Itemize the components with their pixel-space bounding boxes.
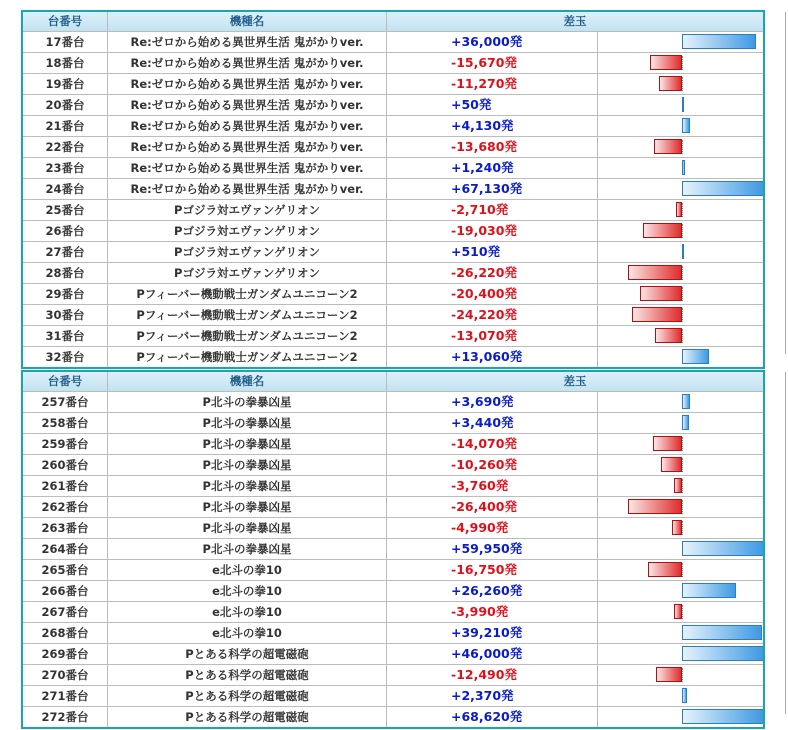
table-row	[23, 412, 763, 433]
diff-bar	[682, 646, 763, 661]
model-name: Re:ゼロから始める異世界生活 鬼がかりver.	[107, 158, 386, 178]
diff-amount: -4,990	[451, 520, 496, 535]
diff-value	[386, 263, 597, 283]
diff-unit: 発	[504, 307, 517, 322]
diff-unit: 発	[504, 139, 517, 154]
diff-amount: -12,490	[451, 667, 505, 682]
diff-value	[386, 581, 597, 601]
diff-unit: 発	[509, 34, 523, 49]
diff-unit: 発	[509, 646, 523, 661]
table-row	[23, 517, 763, 538]
stand-number: 266番台	[41, 584, 89, 598]
table-row	[23, 559, 763, 580]
header-stand: 台番号	[23, 372, 107, 391]
model-name: e北斗の拳10	[107, 581, 386, 601]
diff-bar	[643, 223, 682, 238]
diff-bar	[682, 181, 763, 196]
diff-table-2	[21, 370, 765, 729]
zero-axis	[682, 77, 683, 91]
diff-amount: +13,060	[451, 349, 510, 364]
model-name: Pとある科学の超電磁砲	[107, 665, 386, 685]
diff-unit: 発	[509, 349, 523, 364]
stand-number: 267番台	[41, 605, 89, 619]
diff-value	[386, 560, 597, 580]
table-row	[23, 136, 763, 157]
stand-number: 28番台	[45, 266, 85, 280]
diff-bar	[655, 328, 682, 343]
diff-unit: 発	[509, 625, 523, 640]
diff-bar	[682, 160, 685, 175]
diff-value	[386, 32, 597, 52]
diff-amount: -16,750	[451, 562, 505, 577]
stand-number: 19番台	[45, 77, 85, 91]
header-diff: 差玉	[386, 12, 763, 31]
model-name: Re:ゼロから始める異世界生活 鬼がかりver.	[107, 116, 386, 136]
table-row	[23, 73, 763, 94]
diff-bar	[659, 76, 682, 91]
diff-amount: +59,950	[451, 541, 510, 556]
stand-number: 20番台	[45, 98, 85, 112]
diff-value	[386, 305, 597, 325]
zero-axis	[682, 605, 683, 619]
diff-bar-cell	[597, 95, 763, 115]
diff-amount: +46,000	[451, 646, 510, 661]
stand-number: 260番台	[41, 458, 89, 472]
diff-value	[386, 665, 597, 685]
stand-number: 271番台	[41, 689, 89, 703]
diff-value	[386, 497, 597, 517]
diff-unit: 発	[504, 667, 517, 682]
diff-amount: +510	[451, 244, 488, 259]
diff-value	[386, 158, 597, 178]
diff-bar	[682, 34, 756, 49]
table-row	[23, 496, 763, 517]
table-row	[23, 706, 763, 727]
zero-axis	[682, 500, 683, 514]
model-name: Re:ゼロから始める異世界生活 鬼がかりver.	[107, 137, 386, 157]
diff-value	[386, 518, 597, 538]
header-diff: 差玉	[386, 372, 763, 391]
diff-bar-cell	[597, 392, 763, 412]
table-row	[23, 325, 763, 346]
diff-value	[386, 623, 597, 643]
diff-bar	[674, 478, 682, 493]
diff-bar	[682, 625, 762, 640]
table-row	[23, 94, 763, 115]
diff-bar-cell	[597, 623, 763, 643]
model-name: Pゴジラ対エヴァンゲリオン	[107, 200, 386, 220]
diff-amount: +68,620	[451, 709, 510, 724]
diff-bar	[682, 415, 689, 430]
diff-bar-cell	[597, 686, 763, 706]
diff-unit: 発	[509, 541, 523, 556]
diff-value	[386, 707, 597, 727]
model-name: Re:ゼロから始める異世界生活 鬼がかりver.	[107, 32, 386, 52]
diff-bar-cell	[597, 434, 763, 454]
diff-value	[386, 347, 597, 367]
zero-axis	[682, 479, 683, 493]
diff-unit: 発	[487, 244, 501, 259]
stand-number: 270番台	[41, 668, 89, 682]
diff-unit: 発	[504, 286, 517, 301]
model-name: Pとある科学の超電磁砲	[107, 707, 386, 727]
stand-number: 268番台	[41, 626, 89, 640]
diff-value	[386, 392, 597, 412]
diff-value	[386, 284, 597, 304]
diff-bar-cell	[597, 158, 763, 178]
diff-amount: -15,670	[451, 55, 505, 70]
table-row	[23, 157, 763, 178]
diff-unit: 発	[495, 202, 509, 217]
diff-bar	[674, 604, 682, 619]
diff-amount: -20,400	[451, 286, 505, 301]
diff-unit: 発	[509, 709, 523, 724]
stand-number: 27番台	[45, 245, 85, 259]
table-row	[23, 580, 763, 601]
model-name: Re:ゼロから始める異世界生活 鬼がかりver.	[107, 74, 386, 94]
diff-amount: +67,130	[451, 181, 510, 196]
stand-number: 30番台	[45, 308, 85, 322]
model-name: P北斗の拳暴凶星	[107, 434, 386, 454]
diff-amount: -13,680	[451, 139, 505, 154]
diff-bar-cell	[597, 263, 763, 283]
stand-number: 264番台	[41, 542, 89, 556]
table-row	[23, 664, 763, 685]
table-row	[23, 199, 763, 220]
table-row	[23, 643, 763, 664]
diff-bar	[672, 520, 682, 535]
stand-number: 21番台	[45, 119, 85, 133]
diff-bar	[654, 139, 682, 154]
diff-amount: -14,070	[451, 436, 505, 451]
zero-axis	[682, 437, 683, 451]
diff-bar-cell	[597, 539, 763, 559]
diff-bar	[628, 265, 682, 280]
diff-bar-cell	[597, 200, 763, 220]
model-name: Pゴジラ対エヴァンゲリオン	[107, 242, 386, 262]
diff-bar	[682, 709, 763, 724]
model-name: P北斗の拳暴凶星	[107, 518, 386, 538]
model-name: Pゴジラ対エヴァンゲリオン	[107, 221, 386, 241]
scroll-divider	[785, 12, 786, 354]
diff-value	[386, 221, 597, 241]
stand-number: 272番台	[41, 710, 89, 724]
model-name: Pゴジラ対エヴァンゲリオン	[107, 263, 386, 283]
diff-bar-cell	[597, 53, 763, 73]
stand-number: 263番台	[41, 521, 89, 535]
stand-number: 259番台	[41, 437, 89, 451]
diff-bar	[640, 286, 682, 301]
table-row	[23, 601, 763, 622]
diff-amount: +3,440	[451, 415, 502, 430]
stand-number: 22番台	[45, 140, 85, 154]
diff-amount: +3,690	[451, 394, 502, 409]
diff-bar	[653, 436, 682, 451]
table-row	[23, 454, 763, 475]
diff-bar-cell	[597, 602, 763, 622]
diff-value	[386, 413, 597, 433]
table-row	[23, 262, 763, 283]
diff-unit: 発	[504, 76, 517, 91]
header-stand: 台番号	[23, 12, 107, 31]
diff-bar-cell	[597, 644, 763, 664]
diff-amount: -10,260	[451, 457, 505, 472]
diff-bar	[682, 244, 684, 259]
diff-value	[386, 74, 597, 94]
table-row	[23, 391, 763, 412]
table-row	[23, 220, 763, 241]
diff-value	[386, 434, 597, 454]
model-name: P北斗の拳暴凶星	[107, 392, 386, 412]
diff-unit: 発	[501, 394, 514, 409]
stand-number: 265番台	[41, 563, 89, 577]
diff-bar	[682, 394, 690, 409]
model-name: Pフィーバー機動戦士ガンダムユニコーン2	[107, 305, 386, 325]
diff-unit: 発	[501, 415, 514, 430]
diff-bar	[682, 97, 684, 112]
diff-bar-cell	[597, 179, 763, 199]
diff-value	[386, 53, 597, 73]
model-name: e北斗の拳10	[107, 623, 386, 643]
model-name: Re:ゼロから始める異世界生活 鬼がかりver.	[107, 179, 386, 199]
diff-amount: -3,760	[451, 478, 496, 493]
diff-value	[386, 686, 597, 706]
diff-bar	[628, 499, 682, 514]
diff-amount: +39,210	[451, 625, 510, 640]
diff-unit: 発	[501, 688, 514, 703]
diff-value	[386, 539, 597, 559]
diff-value	[386, 179, 597, 199]
stand-number: 262番台	[41, 500, 89, 514]
diff-unit: 発	[478, 97, 492, 112]
diff-unit: 発	[495, 604, 509, 619]
diff-value	[386, 116, 597, 136]
diff-amount: -19,030	[451, 223, 505, 238]
diff-bar	[661, 457, 682, 472]
diff-bar-cell	[597, 242, 763, 262]
header-model: 機種名	[107, 372, 386, 391]
stand-number: 17番台	[45, 35, 85, 49]
zero-axis	[682, 668, 683, 682]
diff-value	[386, 455, 597, 475]
diff-bar	[650, 55, 682, 70]
diff-amount: +36,000	[451, 34, 510, 49]
diff-unit: 発	[504, 265, 517, 280]
diff-unit: 発	[504, 562, 517, 577]
diff-unit: 発	[504, 436, 517, 451]
diff-bar	[682, 118, 690, 133]
table-row	[23, 52, 763, 73]
diff-unit: 発	[509, 181, 523, 196]
model-name: Pフィーバー機動戦士ガンダムユニコーン2	[107, 326, 386, 346]
diff-bar-cell	[597, 518, 763, 538]
diff-bar-cell	[597, 455, 763, 475]
model-name: e北斗の拳10	[107, 602, 386, 622]
diff-bar-cell	[597, 413, 763, 433]
stand-number: 29番台	[45, 287, 85, 301]
stand-number: 257番台	[41, 395, 89, 409]
table-row	[23, 538, 763, 559]
diff-bar-cell	[597, 476, 763, 496]
diff-bar-cell	[597, 221, 763, 241]
diff-bar-cell	[597, 347, 763, 367]
table-row	[23, 475, 763, 496]
diff-unit: 発	[495, 520, 509, 535]
diff-amount: -3,990	[451, 604, 496, 619]
diff-value	[386, 326, 597, 346]
diff-amount: -2,710	[451, 202, 496, 217]
model-name: P北斗の拳暴凶星	[107, 539, 386, 559]
diff-bar-cell	[597, 581, 763, 601]
stand-number: 269番台	[41, 647, 89, 661]
diff-bar	[632, 307, 682, 322]
header-model: 機種名	[107, 12, 386, 31]
table-row	[23, 115, 763, 136]
stand-number: 31番台	[45, 329, 85, 343]
stand-number: 261番台	[41, 479, 89, 493]
zero-axis	[682, 140, 683, 154]
diff-bar-cell	[597, 560, 763, 580]
model-name: P北斗の拳暴凶星	[107, 413, 386, 433]
diff-amount: +1,240	[451, 160, 502, 175]
diff-unit: 発	[509, 583, 523, 598]
diff-unit: 発	[504, 457, 517, 472]
model-name: Pとある科学の超電磁砲	[107, 686, 386, 706]
diff-value	[386, 137, 597, 157]
table-row	[23, 304, 763, 325]
diff-bar-cell	[597, 32, 763, 52]
zero-axis	[682, 521, 683, 535]
stand-number: 18番台	[45, 56, 85, 70]
model-name: P北斗の拳暴凶星	[107, 497, 386, 517]
diff-bar-cell	[597, 707, 763, 727]
zero-axis	[682, 308, 683, 322]
diff-amount: -26,400	[451, 499, 505, 514]
diff-amount: -24,220	[451, 307, 505, 322]
diff-amount: +26,260	[451, 583, 510, 598]
stand-number: 25番台	[45, 203, 85, 217]
model-name: Re:ゼロから始める異世界生活 鬼がかりver.	[107, 53, 386, 73]
diff-amount: -11,270	[451, 76, 505, 91]
diff-bar-cell	[597, 665, 763, 685]
table-row	[23, 346, 763, 367]
diff-bar-cell	[597, 116, 763, 136]
diff-value	[386, 602, 597, 622]
model-name: e北斗の拳10	[107, 560, 386, 580]
diff-bar	[682, 688, 687, 703]
stand-number: 32番台	[45, 350, 85, 364]
diff-table-1	[21, 10, 765, 369]
header-row	[23, 372, 763, 391]
diff-value	[386, 95, 597, 115]
model-name: Re:ゼロから始める異世界生活 鬼がかりver.	[107, 95, 386, 115]
diff-bar	[676, 202, 682, 217]
diff-unit: 発	[501, 118, 514, 133]
diff-amount: -13,070	[451, 328, 505, 343]
diff-bar	[648, 562, 682, 577]
table-row	[23, 241, 763, 262]
zero-axis	[682, 287, 683, 301]
diff-bar	[682, 541, 763, 556]
diff-bar-cell	[597, 137, 763, 157]
zero-axis	[682, 203, 683, 217]
stand-number: 24番台	[45, 182, 85, 196]
table-row	[23, 31, 763, 52]
diff-amount: -26,220	[451, 265, 505, 280]
diff-bar	[682, 349, 709, 364]
table-row	[23, 283, 763, 304]
table-row	[23, 685, 763, 706]
diff-bar	[682, 583, 736, 598]
diff-bar-cell	[597, 305, 763, 325]
table-row	[23, 433, 763, 454]
stand-number: 258番台	[41, 416, 89, 430]
zero-axis	[682, 56, 683, 70]
diff-bar-cell	[597, 284, 763, 304]
zero-axis	[682, 458, 683, 472]
stand-number: 23番台	[45, 161, 85, 175]
zero-axis	[682, 224, 683, 238]
model-name: P北斗の拳暴凶星	[107, 455, 386, 475]
model-name: Pフィーバー機動戦士ガンダムユニコーン2	[107, 347, 386, 367]
diff-value	[386, 476, 597, 496]
diff-unit: 発	[504, 55, 517, 70]
diff-bar-cell	[597, 326, 763, 346]
diff-unit: 発	[495, 478, 509, 493]
stand-number: 26番台	[45, 224, 85, 238]
zero-axis	[682, 329, 683, 343]
diff-amount: +2,370	[451, 688, 502, 703]
diff-value	[386, 200, 597, 220]
diff-unit: 発	[504, 223, 517, 238]
diff-bar	[656, 667, 682, 682]
diff-bar-cell	[597, 497, 763, 517]
header-row	[23, 12, 763, 31]
diff-value	[386, 644, 597, 664]
diff-bar-cell	[597, 74, 763, 94]
diff-unit: 発	[504, 499, 517, 514]
zero-axis	[682, 266, 683, 280]
diff-amount: +50	[451, 97, 479, 112]
diff-value	[386, 242, 597, 262]
model-name: Pフィーバー機動戦士ガンダムユニコーン2	[107, 284, 386, 304]
model-name: P北斗の拳暴凶星	[107, 476, 386, 496]
diff-unit: 発	[504, 328, 517, 343]
zero-axis	[682, 563, 683, 577]
table-row	[23, 622, 763, 643]
diff-unit: 発	[501, 160, 514, 175]
scroll-divider	[785, 372, 786, 714]
diff-amount: +4,130	[451, 118, 502, 133]
model-name: Pとある科学の超電磁砲	[107, 644, 386, 664]
table-row	[23, 178, 763, 199]
